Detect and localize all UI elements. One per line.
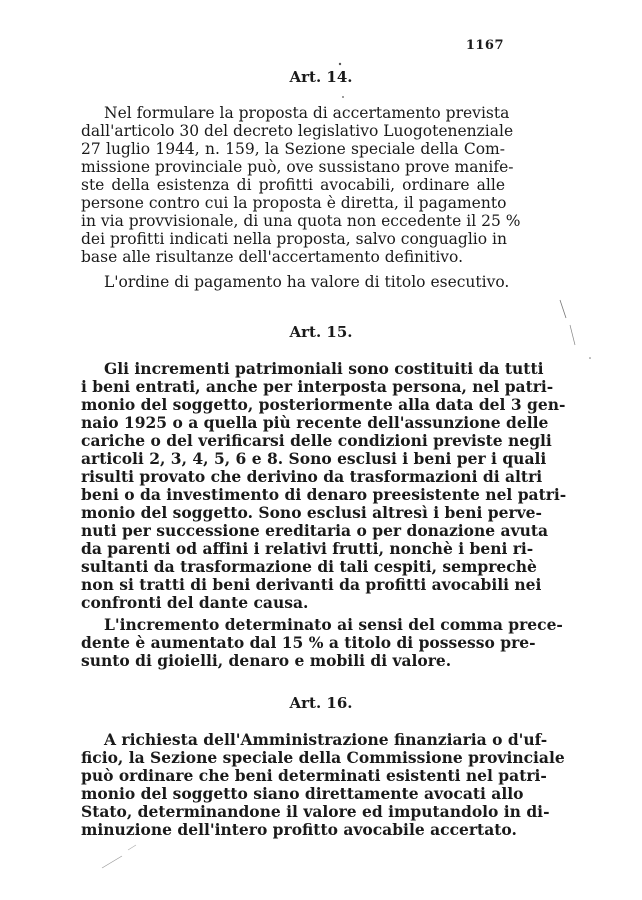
page-number: 1167 [465,38,504,53]
text-line: articoli 2, 3, 4, 5, 6 e 8. Sono esclusi i beni per i quali [81,449,547,468]
text-line: i beni entrati, anche per interposta persona, nel patri- [81,377,554,396]
text-line: sunto di gioielli, denaro e mobili di valore. [81,651,452,670]
text-line: da parenti od affini i relativi frutti, nonchè i beni ri- [81,539,534,558]
text-line: missione provinciale può, ove sussistano prove manife- [81,158,514,176]
text-line: ste della esistenza di profitti avocabili, ordinare alle [81,176,505,194]
text-line: monio del soggetto, posteriormente alla data del 3 gen- [81,395,566,414]
text-line: risulti provato che derivino da trasformazioni di altri [81,467,543,486]
text-line: sultanti da trasformazione di tali cespiti, semprechè [81,557,537,576]
article-14-heading: Art. 14. [289,68,353,86]
text-line: Nel formulare la proposta di accertamento prevista [104,104,510,122]
article-16-heading: Art. 16. [289,694,353,712]
text-line: Stato, determinandone il valore ed imputandolo in di- [81,802,550,821]
text-line: confronti del dante causa. [81,593,309,612]
text-line: monio del soggetto. Sono esclusi altresì i beni perve- [81,503,542,522]
text-line: Gli incrementi patrimoniali sono costituiti da tutti [104,359,544,378]
text-line: dei profitti indicati nella proposta, salvo conguaglio in [81,230,507,248]
text-line: L'incremento determinato ai sensi del comma prece- [104,615,563,634]
text-line: A richiesta dell'Amministrazione finanziaria o d'uf- [104,730,548,749]
text-line: nuti per successione ereditaria o per donazione avuta [81,521,549,540]
text-line: minuzione dell'intero profitto avocabile accertato. [81,820,517,839]
text-line: base alle risultanze dell'accertamento definitivo. [81,248,464,266]
text-line: cariche o del verificarsi delle condizioni previste negli [81,431,552,450]
article-15-heading: Art. 15. [289,323,353,341]
text-line: dall'articolo 30 del decreto legislativo Luogotenenziale [81,122,514,140]
text-line: non si tratti di beni derivanti da profitti avocabili nei [81,575,542,594]
text-line: naio 1925 o a quella più recente dell'assunzione delle [81,413,549,432]
text-line: dente è aumentato dal 15 % a titolo di possesso pre- [81,633,536,652]
text-line: persone contro cui la proposta è diretta, il pagamento [81,194,507,212]
text-line: in via provvisionale, di una quota non eccedente il 25 % [81,212,521,230]
text-line: può ordinare che beni determinati esistenti nel patri- [81,766,547,785]
text-line: 27 luglio 1944, n. 159, la Sezione speciale della Com- [81,140,505,158]
text-line: beni o da investimento di denaro preesistente nel patri- [81,485,567,504]
text-line: ficio, la Sezione speciale della Commissione provinciale [81,748,565,767]
text-line: monio del soggetto siano direttamente avocati allo [81,784,524,803]
text-line: L'ordine di pagamento ha valore di titolo esecutivo. [104,273,510,291]
